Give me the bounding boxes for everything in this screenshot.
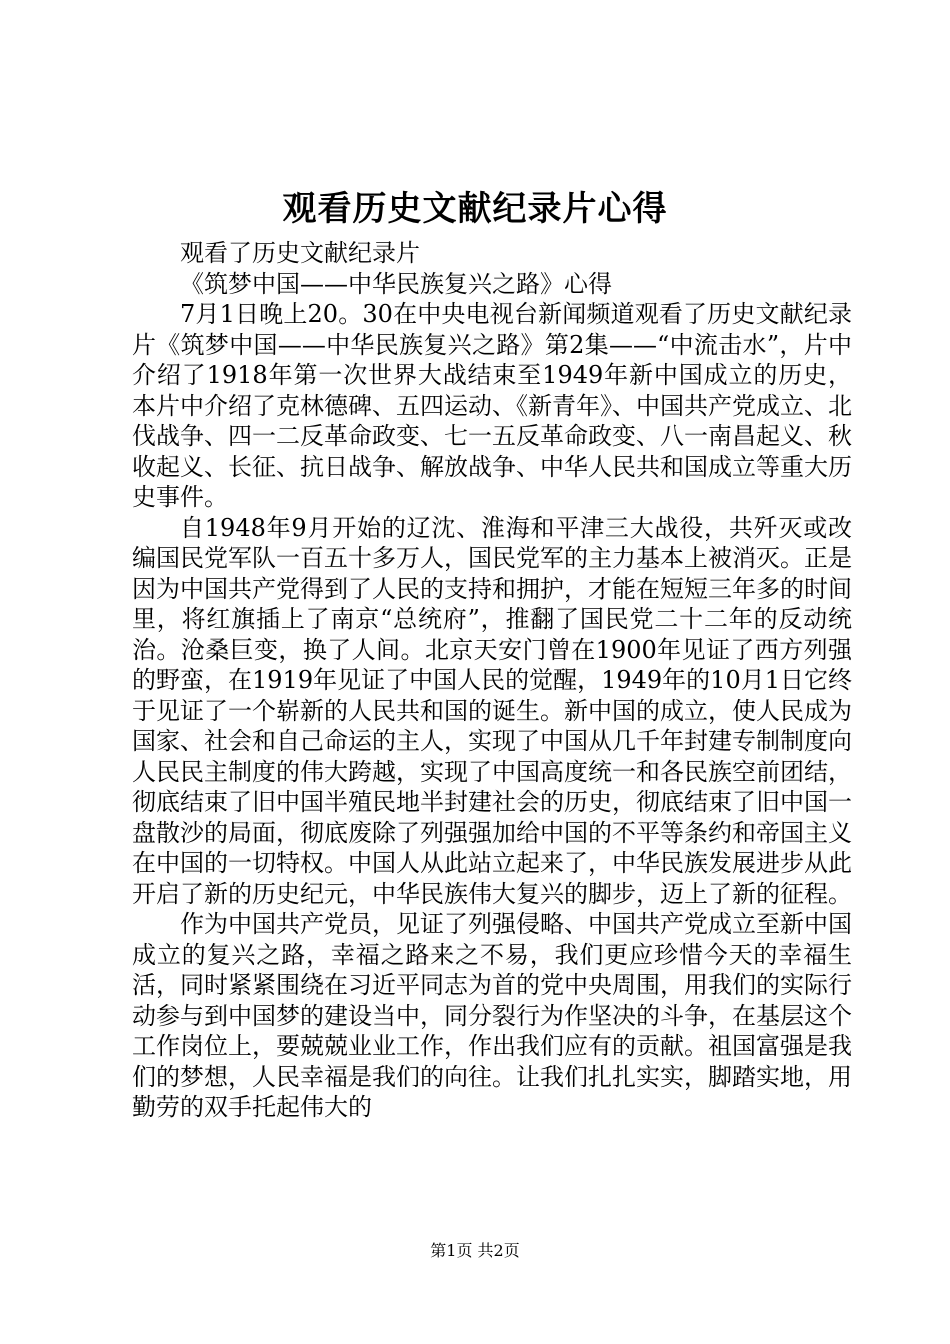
subtitle-line-2: 《筑梦中国——中华民族复兴之路》心得 (180, 269, 612, 298)
document-body (132, 238, 852, 1123)
body-paragraph: 自1948年9月开始的辽沈、淮海和平津三大战役，共歼灭或改编国民党军队一百五十多万人，国民党军的主力基本上被消灭。正是因为中国共产党得到了人民的支持和拥护，才能在短短三年多的时间里，将红旗插上了南京“总统府”，推翻了国民党二十二年的反动统治。沧桑巨变，换了人间。北京天安门曾在1900年见证了西方列强的野蛮，在1919年见证了中国人民的觉醒，1949年的10月1日它终于见证了一个崭新的人民共和国的诞生。新中国的成立，使人民成为国家、社会和自己命运的主人，实现了中国从几千年封建专制制度向人民民主制度的伟大跨越，实现了中国高度统一和各民族空前团结，彻底结束了旧中国半殖民地半封建社会的历史，彻底结束了旧中国一盘散沙的局面，彻底废除了列强强加给中国的不平等条约和帝国主义在中国的一切特权。中国人从此站立起来了，中华民族发展进步从此开启了新的历史纪元，中华民族伟大复兴的脚步，迈上了新的征程。 (132, 513, 852, 908)
document-title: 观看历史文献纪录片心得 (282, 189, 668, 229)
subtitle-line-1: 观看了历史文献纪录片 (180, 239, 420, 267)
body-paragraph: 7月1日晚上20。30在中央电视台新闻频道观看了历史文献纪录片《筑梦中国——中华民族复兴之路》第2集——“中流击水”，片中介绍了1918年第一次世界大战结束至1949年新中国成立的历史，本片中介绍了克林德碑、五四运动、《新青年》、中国共产党成立、北伐战争、四一二反革命政变、七一五反革命政变、八一南昌起义、秋收起义、长征、抗日战争、解放战争、中华人民共和国成立等重大历史事件。 (132, 300, 852, 511)
body-paragraph: 作为中国共产党员，见证了列强侵略、中国共产党成立至新中国成立的复兴之路，幸福之路来之不易，我们更应珍惜今天的幸福生活，同时紧紧围绕在习近平同志为首的党中央周围，用我们的实际行动参与到中国梦的建设当中，同分裂行为作坚决的斗争，在基层这个工作岗位上，要兢兢业业工作，作出我们应有的贡献。祖国富强是我们的梦想，人民幸福是我们的向往。让我们扎扎实实，脚踏实地，用勤劳的双手托起伟大的 (132, 910, 852, 1121)
page-number-footer: 第1页 共2页 (430, 1241, 520, 1260)
